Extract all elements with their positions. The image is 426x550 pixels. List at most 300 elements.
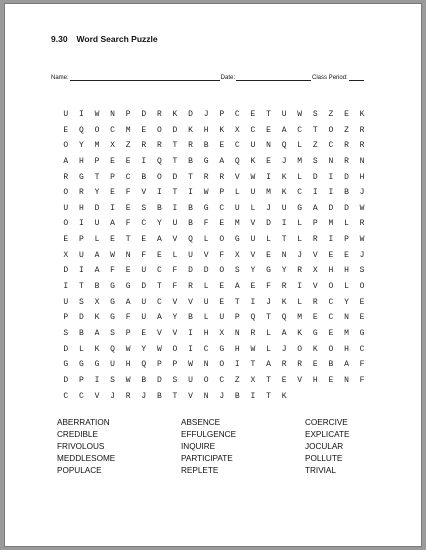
- word-list-item: COERCIVE: [305, 418, 348, 427]
- grid-letter: Y: [94, 188, 100, 198]
- grid-letter: E: [266, 156, 271, 166]
- grid-letter: D: [141, 110, 147, 119]
- grid-letter: P: [125, 110, 131, 119]
- grid-letter: I: [266, 172, 271, 182]
- grid-letter: O: [328, 125, 334, 135]
- grid-letter: B: [156, 203, 162, 213]
- grid-letter: D: [344, 172, 349, 182]
- grid-letter: D: [344, 203, 349, 213]
- grid-letter: W: [359, 235, 365, 245]
- grid-letter: K: [94, 313, 100, 323]
- grid-letter: M: [266, 188, 271, 198]
- name-blank: [70, 74, 220, 81]
- grid-letter: Q: [141, 360, 147, 370]
- grid-letter: F: [141, 250, 147, 260]
- grid-letter: W: [125, 375, 131, 385]
- grid-letter: K: [281, 391, 287, 401]
- student-info-line: [51, 74, 375, 81]
- grid-letter: O: [359, 282, 365, 292]
- grid-letter: T: [78, 282, 84, 292]
- grid-letter: U: [234, 203, 240, 213]
- grid-letter: O: [328, 282, 334, 292]
- grid-letter: T: [266, 313, 271, 323]
- grid-letter: I: [297, 282, 303, 292]
- grid-letter: A: [156, 235, 162, 245]
- grid-letter: H: [234, 344, 240, 354]
- grid-letter: B: [328, 360, 334, 370]
- grid-letter: F: [125, 188, 131, 198]
- grid-letter: H: [78, 203, 84, 213]
- grid-letter: M: [328, 219, 334, 229]
- grid-letter: F: [359, 375, 365, 385]
- grid-letter: P: [78, 235, 84, 245]
- grid-letter: R: [125, 391, 131, 401]
- grid-letter: G: [219, 344, 225, 354]
- title-number: 9.30: [51, 34, 68, 44]
- grid-letter: L: [250, 203, 256, 213]
- grid-letter: D: [63, 266, 69, 276]
- grid-letter: J: [219, 391, 225, 401]
- grid-letter: S: [110, 328, 115, 338]
- grid-letter: B: [94, 282, 100, 292]
- grid-letter: U: [141, 266, 147, 276]
- word-list-item: TRIVIAL: [305, 466, 336, 475]
- grid-letter: T: [266, 110, 271, 119]
- grid-letter: I: [281, 219, 287, 229]
- grid-letter: C: [297, 188, 303, 198]
- grid-letter: F: [172, 266, 178, 276]
- grid-letter: W: [250, 172, 256, 182]
- grid-letter: K: [172, 110, 178, 119]
- grid-letter: H: [344, 266, 349, 276]
- worksheet-page: [4, 3, 422, 547]
- grid-letter: D: [266, 219, 271, 229]
- grid-letter: S: [312, 156, 318, 166]
- grid-letter: E: [359, 297, 365, 307]
- grid-letter: P: [172, 360, 178, 370]
- grid-letter: Q: [250, 313, 256, 323]
- grid-letter: I: [312, 188, 318, 198]
- grid-letter: L: [297, 235, 303, 245]
- grid-letter: B: [188, 203, 193, 213]
- grid-letter: U: [63, 203, 69, 213]
- word-list-item: JOCULAR: [305, 442, 344, 451]
- grid-letter: O: [156, 125, 162, 135]
- date-label: Date:: [220, 75, 236, 81]
- grid-letter: O: [156, 172, 162, 182]
- grid-letter: L: [344, 282, 349, 292]
- grid-letter: B: [156, 391, 162, 401]
- grid-letter: H: [125, 360, 131, 370]
- grid-letter: W: [250, 344, 256, 354]
- grid-letter: Q: [234, 156, 240, 166]
- grid-letter: E: [110, 156, 115, 166]
- grid-letter: R: [297, 266, 303, 276]
- word-list-item: FRIVOLOUS: [57, 442, 105, 451]
- grid-letter: T: [172, 141, 178, 151]
- grid-letter: C: [250, 125, 256, 135]
- grid-letter: U: [110, 360, 115, 370]
- grid-letter: U: [219, 313, 225, 323]
- grid-letter: I: [250, 391, 256, 401]
- grid-letter: R: [203, 172, 209, 182]
- grid-letter: D: [94, 203, 100, 213]
- grid-letter: O: [63, 219, 69, 229]
- word-list-item: ABERRATION: [57, 418, 110, 427]
- grid-letter: K: [312, 344, 318, 354]
- grid-letter: M: [344, 328, 349, 338]
- grid-letter: B: [188, 156, 193, 166]
- grid-letter: W: [359, 203, 365, 213]
- grid-letter: I: [188, 344, 193, 354]
- grid-letter: L: [344, 219, 349, 229]
- grid-letter: H: [203, 125, 209, 135]
- grid-letter: R: [156, 141, 162, 151]
- grid-letter: W: [94, 110, 100, 119]
- grid-letter: V: [172, 297, 178, 307]
- grid-letter: Q: [78, 125, 84, 135]
- grid-letter: W: [203, 188, 209, 198]
- grid-letter: K: [281, 188, 287, 198]
- grid-letter: H: [359, 172, 365, 182]
- grid-letter: Z: [328, 110, 334, 119]
- grid-letter: C: [297, 125, 303, 135]
- grid-letter: Q: [281, 313, 287, 323]
- grid-letter: N: [344, 313, 349, 323]
- grid-letter: A: [125, 297, 131, 307]
- grid-letter: M: [94, 141, 100, 151]
- grid-letter: D: [63, 375, 69, 385]
- grid-letter: V: [156, 328, 162, 338]
- grid-letter: R: [188, 141, 193, 151]
- grid-letter: S: [78, 297, 84, 307]
- grid-letter: A: [281, 125, 287, 135]
- grid-letter: D: [141, 282, 147, 292]
- grid-letter: R: [312, 235, 318, 245]
- grid-letter: R: [281, 360, 287, 370]
- grid-letter: S: [312, 110, 318, 119]
- grid-letter: R: [312, 297, 318, 307]
- grid-letter: J: [203, 110, 209, 119]
- grid-letter: I: [250, 297, 256, 307]
- grid-letter: S: [234, 266, 240, 276]
- grid-letter: S: [359, 266, 365, 276]
- grid-letter: C: [110, 125, 115, 135]
- grid-letter: E: [266, 250, 271, 260]
- grid-letter: J: [266, 297, 271, 307]
- grid-letter: Y: [344, 297, 349, 307]
- grid-letter: D: [312, 172, 318, 182]
- grid-letter: X: [234, 125, 240, 135]
- grid-letter: L: [203, 313, 209, 323]
- grid-letter: R: [156, 110, 162, 119]
- grid-letter: V: [141, 188, 147, 198]
- grid-letter: Y: [250, 266, 256, 276]
- word-list: [57, 417, 426, 477]
- grid-letter: O: [63, 141, 69, 151]
- word-list-item: ABSENCE: [181, 418, 221, 427]
- grid-letter: G: [234, 235, 240, 245]
- grid-letter: E: [250, 282, 256, 292]
- word-list-item: POPULACE: [57, 466, 102, 475]
- grid-letter: S: [172, 375, 178, 385]
- grid-letter: W: [125, 344, 131, 354]
- grid-letter: C: [156, 297, 162, 307]
- grid-letter: J: [281, 156, 287, 166]
- grid-letter: U: [250, 141, 256, 151]
- grid-letter: F: [266, 282, 271, 292]
- grid-letter: O: [328, 344, 334, 354]
- grid-letter: K: [281, 172, 287, 182]
- grid-letter: V: [172, 328, 178, 338]
- grid-letter: L: [266, 235, 271, 245]
- grid-letter: B: [188, 219, 193, 229]
- grid-letter: R: [250, 328, 256, 338]
- grid-letter: J: [281, 344, 287, 354]
- grid-letter: C: [125, 172, 131, 182]
- grid-letter: U: [188, 250, 193, 260]
- grid-letter: G: [359, 328, 365, 338]
- grid-letter: E: [110, 235, 115, 245]
- grid-letter: U: [94, 219, 100, 229]
- grid-letter: P: [344, 235, 349, 245]
- grid-letter: R: [219, 172, 225, 182]
- grid-letter: Z: [234, 375, 240, 385]
- grid-letter: O: [219, 235, 225, 245]
- grid-letter: D: [172, 125, 178, 135]
- grid-letter: S: [63, 328, 69, 338]
- grid-letter: X: [312, 266, 318, 276]
- grid-letter: E: [250, 110, 256, 119]
- grid-letter: R: [359, 125, 365, 135]
- grid-letter: G: [78, 360, 84, 370]
- grid-letter: A: [94, 250, 100, 260]
- grid-letter: D: [328, 203, 334, 213]
- grid-letter: E: [141, 328, 147, 338]
- grid-letter: C: [234, 141, 240, 151]
- grid-letter: C: [78, 391, 84, 401]
- grid-letter: B: [141, 172, 147, 182]
- grid-letter: C: [328, 141, 334, 151]
- grid-letter: Q: [110, 344, 115, 354]
- grid-letter: U: [203, 297, 209, 307]
- grid-letter: Q: [188, 235, 193, 245]
- grid-letter: F: [219, 250, 225, 260]
- grid-letter: U: [188, 375, 193, 385]
- grid-letter: V: [94, 391, 100, 401]
- grid-letter: G: [312, 328, 318, 338]
- grid-letter: T: [172, 391, 178, 401]
- grid-letter: Z: [125, 141, 131, 151]
- grid-letter: P: [125, 328, 131, 338]
- grid-letter: E: [219, 282, 225, 292]
- grid-letter: J: [110, 391, 115, 401]
- grid-letter: D: [78, 313, 84, 323]
- grid-letter: E: [344, 110, 349, 119]
- grid-letter: M: [125, 125, 131, 135]
- grid-letter: G: [94, 360, 100, 370]
- word-list-item: INQUIRE: [181, 442, 216, 451]
- grid-letter: I: [156, 188, 162, 198]
- grid-letter: B: [344, 188, 349, 198]
- grid-letter: R: [359, 219, 365, 229]
- grid-letter: O: [172, 344, 178, 354]
- grid-letter: G: [78, 172, 84, 182]
- grid-letter: M: [297, 313, 303, 323]
- grid-letter: D: [188, 110, 193, 119]
- grid-letter: C: [234, 110, 240, 119]
- grid-letter: X: [234, 250, 240, 260]
- grid-letter: B: [188, 313, 193, 323]
- grid-letter: I: [63, 282, 69, 292]
- grid-letter: K: [219, 125, 225, 135]
- grid-letter: F: [203, 219, 209, 229]
- grid-letter: T: [94, 172, 100, 182]
- grid-letter: R: [188, 282, 193, 292]
- grid-letter: O: [63, 188, 69, 198]
- grid-letter: P: [63, 313, 69, 323]
- word-list-item: EXPLICATE: [305, 430, 350, 439]
- grid-letter: I: [78, 110, 84, 119]
- grid-letter: G: [125, 282, 131, 292]
- grid-letter: C: [219, 375, 225, 385]
- grid-letter: L: [172, 250, 178, 260]
- grid-letter: B: [141, 375, 147, 385]
- grid-letter: T: [188, 172, 193, 182]
- grid-letter: U: [281, 110, 287, 119]
- grid-letter: E: [63, 235, 69, 245]
- grid-letter: J: [266, 203, 271, 213]
- grid-letter: D: [188, 266, 193, 276]
- grid-letter: E: [125, 266, 131, 276]
- grid-letter: A: [219, 156, 225, 166]
- grid-letter: J: [297, 250, 303, 260]
- grid-letter: U: [141, 313, 147, 323]
- grid-letter: T: [125, 235, 131, 245]
- grid-letter: F: [125, 219, 131, 229]
- grid-letter: T: [156, 282, 162, 292]
- grid-letter: G: [110, 297, 115, 307]
- grid-letter: N: [266, 141, 271, 151]
- grid-letter: L: [297, 172, 303, 182]
- grid-letter: W: [156, 344, 162, 354]
- word-list-item: MEDDLESOME: [57, 454, 116, 463]
- grid-letter: R: [344, 141, 349, 151]
- grid-letter: G: [110, 282, 115, 292]
- grid-letter: K: [94, 344, 100, 354]
- grid-letter: W: [188, 360, 193, 370]
- grid-letter: I: [172, 203, 178, 213]
- grid-letter: L: [203, 282, 209, 292]
- grid-letter: R: [63, 172, 69, 182]
- grid-letter: U: [172, 219, 178, 229]
- grid-letter: V: [188, 391, 193, 401]
- grid-letter: L: [94, 235, 100, 245]
- grid-letter: N: [234, 328, 240, 338]
- grid-letter: A: [344, 360, 349, 370]
- grid-letter: P: [234, 313, 240, 323]
- grid-letter: F: [172, 282, 178, 292]
- grid-letter: C: [63, 391, 69, 401]
- letter-grid: [58, 107, 370, 404]
- grid-letter: R: [78, 188, 84, 198]
- grid-letter: V: [250, 219, 256, 229]
- grid-letter: P: [219, 188, 225, 198]
- grid-letter: N: [203, 391, 209, 401]
- grid-letter: I: [94, 375, 100, 385]
- grid-letter: H: [203, 328, 209, 338]
- date-blank: [236, 74, 311, 81]
- grid-letter: E: [312, 360, 318, 370]
- grid-letter: F: [110, 266, 115, 276]
- grid-letter: B: [234, 391, 240, 401]
- grid-letter: E: [312, 313, 318, 323]
- grid-letter: H: [312, 375, 318, 385]
- grid-letter: A: [266, 360, 271, 370]
- grid-letter: N: [281, 250, 287, 260]
- grid-letter: R: [141, 141, 147, 151]
- grid-letter: E: [328, 328, 334, 338]
- grid-letter: K: [297, 328, 303, 338]
- grid-letter: T: [266, 391, 271, 401]
- grid-letter: P: [110, 172, 115, 182]
- name-label: Name:: [51, 75, 69, 81]
- grid-letter: A: [312, 203, 318, 213]
- grid-letter: A: [234, 282, 240, 292]
- grid-letter: E: [141, 125, 147, 135]
- grid-letter: X: [63, 250, 69, 260]
- grid-letter: W: [110, 250, 115, 260]
- grid-letter: Y: [141, 344, 147, 354]
- grid-letter: F: [125, 313, 131, 323]
- grid-letter: J: [141, 391, 147, 401]
- grid-letter: D: [203, 266, 209, 276]
- grid-letter: E: [328, 250, 334, 260]
- word-list-item: POLLUTE: [305, 454, 343, 463]
- grid-letter: V: [312, 250, 318, 260]
- grid-letter: E: [344, 250, 349, 260]
- grid-letter: P: [219, 110, 225, 119]
- grid-letter: P: [156, 360, 162, 370]
- grid-letter: L: [78, 344, 84, 354]
- grid-letter: I: [328, 172, 334, 182]
- grid-letter: E: [63, 125, 69, 135]
- grid-letter: A: [156, 313, 162, 323]
- grid-letter: U: [250, 235, 256, 245]
- grid-letter: E: [266, 125, 271, 135]
- grid-letter: E: [219, 297, 225, 307]
- grid-letter: D: [63, 344, 69, 354]
- grid-letter: U: [63, 110, 69, 119]
- grid-letter: G: [297, 203, 303, 213]
- grid-letter: P: [94, 156, 100, 166]
- grid-letter: K: [359, 110, 365, 119]
- grid-letter: P: [312, 219, 318, 229]
- grid-letter: C: [359, 344, 365, 354]
- grid-letter: O: [297, 344, 303, 354]
- grid-letter: H: [344, 344, 349, 354]
- grid-letter: V: [297, 375, 303, 385]
- grid-letter: U: [250, 188, 256, 198]
- grid-letter: T: [281, 235, 287, 245]
- grid-letter: Q: [281, 141, 287, 151]
- grid-letter: P: [78, 375, 84, 385]
- grid-letter: Z: [312, 141, 318, 151]
- grid-letter: R: [297, 360, 303, 370]
- grid-letter: V: [188, 297, 193, 307]
- grid-letter: A: [94, 266, 100, 276]
- grid-letter: E: [328, 375, 334, 385]
